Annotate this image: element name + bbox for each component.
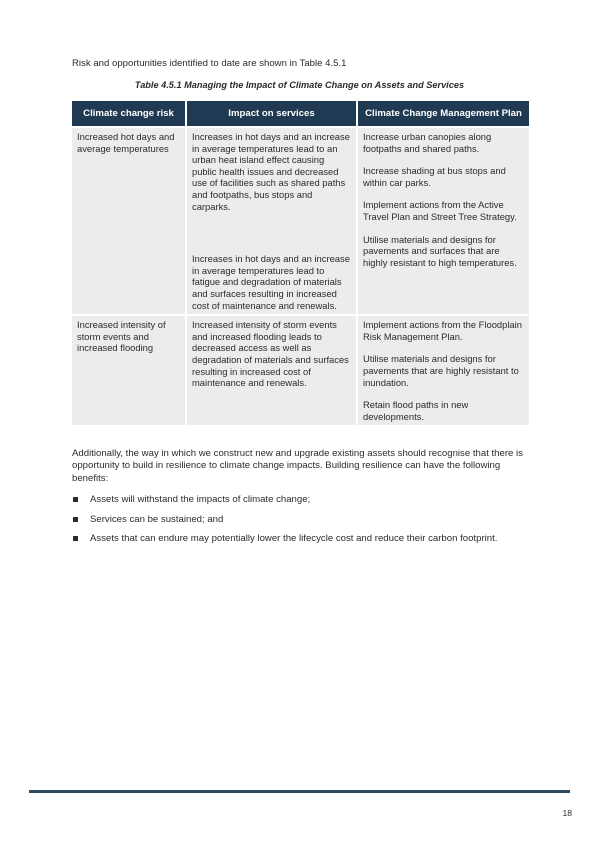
intro-text: Risk and opportunities identified to date are shown in Table 4.5.1 [72, 58, 347, 69]
plan-text: Implement actions from the Active Travel Plan and Street Tree Strategy. [363, 199, 517, 222]
risk-cell [72, 127, 186, 315]
plan-text: Implement actions from the Floodplain Risk Management Plan. [363, 319, 522, 342]
table-row [72, 315, 529, 425]
risk-text: Increased intensity of storm events and increased flooding [77, 319, 166, 354]
plan-text: Increase urban canopies along footpaths and shared paths. [363, 131, 492, 154]
benefits-intro-paragraph: Additionally, the way in which we construct new and upgrade existing assets should recognise that there is opportunity to build in resilience to climate change impacts. Building resilience can have the following benefits: [72, 448, 523, 484]
climate-risk-table [72, 101, 529, 425]
impact-text: Increases in hot days and an increase in average temperatures lead to an urban heat island effect causing public health issues and decreased use of facilities such as shared paths and footpaths, bus stops and carparks. [192, 131, 350, 212]
risk-text: Increased hot days and average temperatures [77, 131, 175, 154]
impact-cell [186, 315, 357, 425]
plan-text: Retain flood paths in new developments. [363, 399, 469, 422]
impact-cell [186, 127, 357, 315]
footer-divider [29, 790, 570, 793]
header-impact-on-services: Impact on services [186, 101, 357, 127]
impact-text: Increases in hot days and an increase in average temperatures lead to fatigue and degradation of materials and surfaces resulting in increased cost of maintenance and renewals. [192, 253, 350, 311]
table-header-row [72, 101, 529, 127]
plan-text: Utilise materials and designs for pavements and surfaces that are highly resistant to high temperatures. [363, 233, 517, 268]
list-item-text: Assets that can endure may potentially lower the lifecycle cost and reduce their carbon footprint. [90, 533, 498, 544]
header-management-plan: Climate Change Management Plan [357, 101, 529, 127]
list-item [72, 494, 497, 514]
plan-text: Increase shading at bus stops and within car parks. [363, 165, 506, 188]
plan-cell [357, 315, 529, 425]
header-climate-risk: Climate change risk [72, 101, 186, 127]
bullet-icon [73, 497, 78, 502]
bullet-icon [73, 517, 78, 522]
page-number: 18 [562, 808, 572, 818]
impact-text: Increased intensity of storm events and increased flooding leads to decreased access as well as degradation of materials and surfaces resulting in increased cost of maintenance and renewals. [192, 319, 349, 389]
benefits-list [72, 494, 497, 553]
list-item [72, 533, 497, 553]
table-row [72, 127, 529, 315]
bullet-icon [73, 536, 78, 541]
list-item-text: Services can be sustained; and [90, 513, 224, 525]
risk-cell [72, 315, 186, 425]
list-item [72, 514, 497, 534]
table-caption: Table 4.5.1 Managing the Impact of Climate Change on Assets and Services [134, 80, 465, 90]
plan-cell [357, 127, 529, 315]
list-item-text: Assets will withstand the impacts of climate change; [90, 494, 311, 505]
plan-text: Utilise materials and designs for pavements that are highly resistant to inundation. [363, 353, 519, 388]
